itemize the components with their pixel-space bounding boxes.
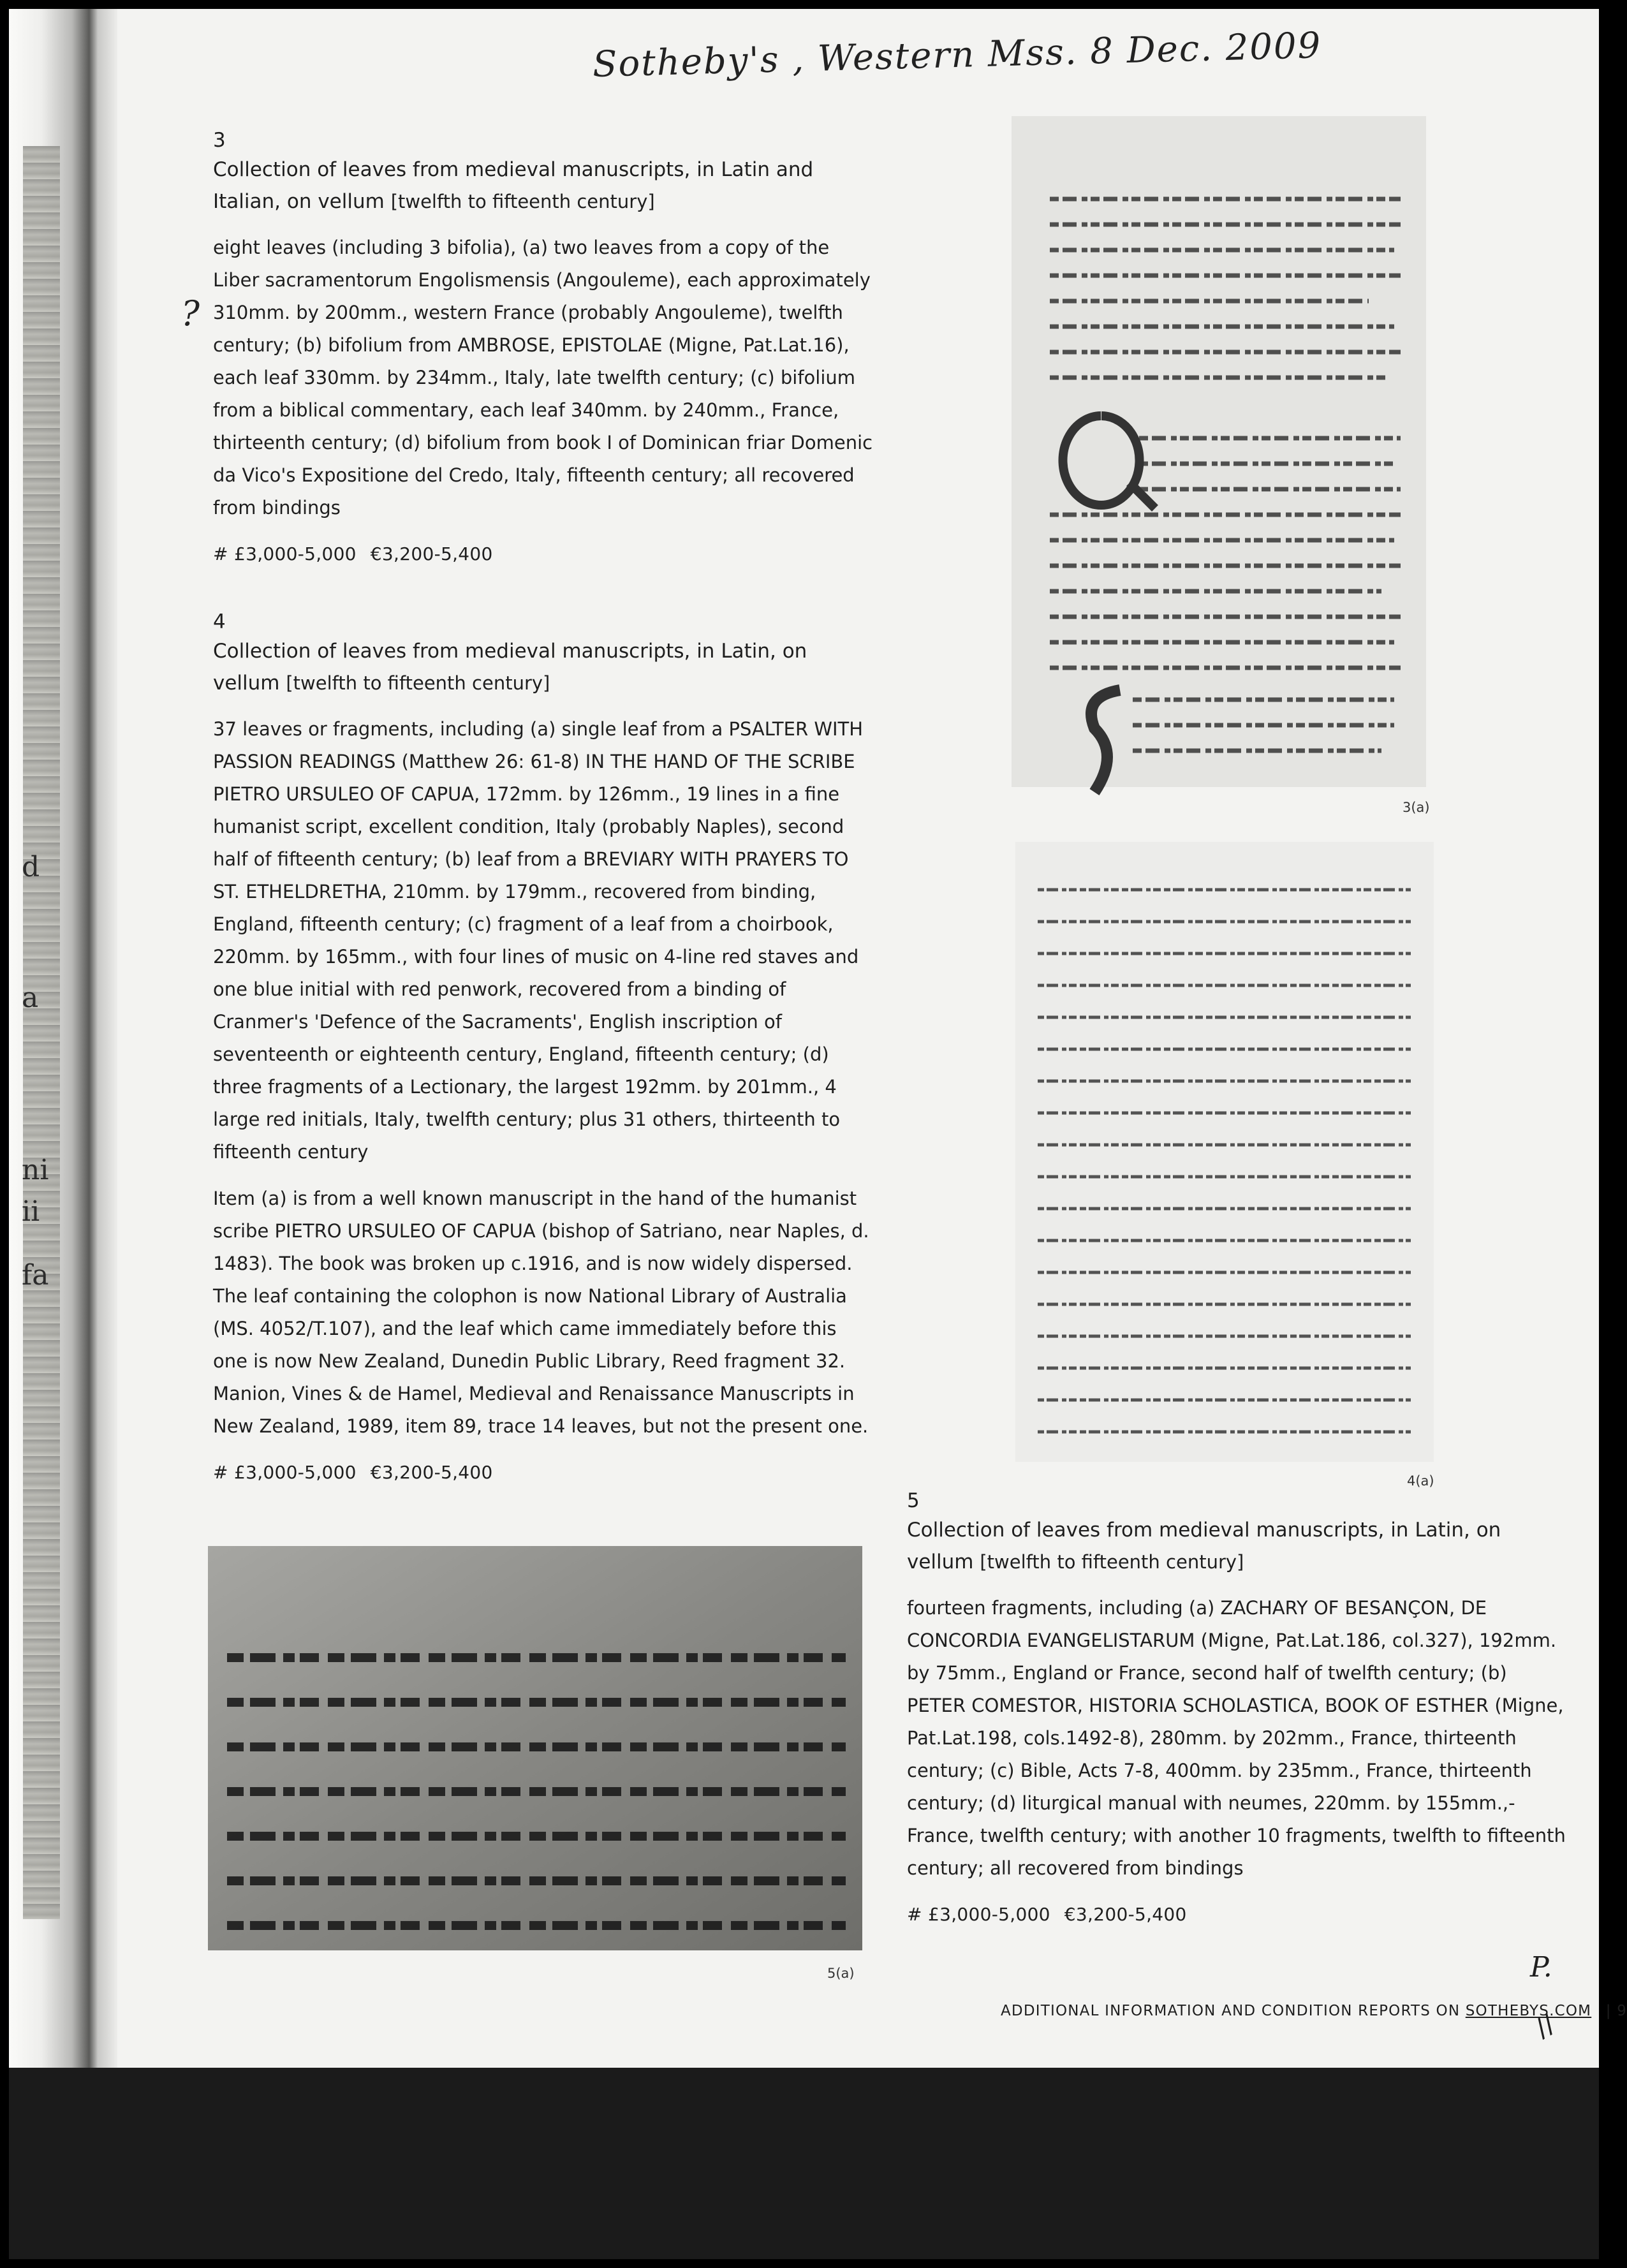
gutter-letter: d: [22, 851, 40, 883]
lot-date: [twelfth to fifteenth century]: [980, 1551, 1244, 1573]
estimate-gbp: # £3,000-5,000: [907, 1904, 1050, 1925]
handwritten-page-mark: P.: [1530, 1951, 1552, 1984]
lot-note: Item (a) is from a well known manuscript in the hand of the humanist scribe PIETRO URSULEO OF CAPUA (bishop of Satriano, near Naples, d. 1483). The book was broken up c.1916, and is now widely dispersed. The leaf containing the colophon is now National Library of Australia (MS. 4052/T.107), and the leaf which came immediately before this one is now New Zealand, Dunedin Public Library, Reed fragment 32. Manion, Vines & de Hamel, Medieval and Renaissance Manuscripts in New Zealand, 1989, item 89, trace 14 leaves, but not the present one.: [213, 1188, 869, 1437]
manuscript-image-3a: [1012, 116, 1426, 787]
lot-estimate: [213, 1462, 876, 1483]
lot-title: Collection of leaves from medieval manuscripts, in Latin, on vellum [twelfth to fifteenth century]: [213, 640, 807, 695]
footer-separator: |: [1605, 2003, 1612, 2019]
lot-description: 37 leaves or fragments, including (a) single leaf from a PSALTER WITH PASSION READINGS (Matthew 26: 61-8) IN THE HAND OF THE SCRIBE PIETRO URSULEO OF CAPUA, 172mm. by 126mm., 19 lines in a fine humanist script, excellent condition, Italy (probably Naples), second half of fifteenth century; (b) leaf from a BREVIARY WITH PRAYERS TO ST. ETHELDRETHA, 210mm. by 179mm., recovered from binding, England, fifteenth century; (c) fragment of a leaf from a choirbook, 220mm. by 165mm., with four lines of music on 4-line red staves and one blue initial with red penwork, recovered from a binding of Cranmer's 'Defence of the Sacraments', English inscription of seventeenth or eighteenth century, England, fifteenth century; (d) three fragments of a Lectionary, the largest 192mm. by 201mm., 4 large red initials, Italy, twelfth century; plus 31 others, thirteenth to fifteenth century: [213, 718, 864, 1163]
lot-number: 5: [907, 1489, 920, 1512]
lot-title: Collection of leaves from medieval manuscripts, in Latin, on vellum [twelfth to fifteenth century]: [907, 1519, 1501, 1573]
gutter-letter: ii: [22, 1195, 40, 1228]
image-caption: 3(a): [1402, 800, 1430, 815]
estimate-gbp: # £3,000-5,000: [213, 1462, 357, 1483]
lot-title: Collection of leaves from medieval manuscripts, in Latin and Italian, on vellum [twelfth to fifteenth century]: [213, 158, 814, 213]
lot-3: [213, 127, 876, 564]
image-caption: 5(a): [827, 1966, 855, 1981]
estimate-eur: €3,200-5,400: [370, 1462, 493, 1483]
estimate-eur: €3,200-5,400: [1064, 1904, 1187, 1925]
manuscript-image-5a: [208, 1546, 862, 1950]
manuscript-image-4a: [1015, 842, 1434, 1462]
lot-description: eight leaves (including 3 bifolia), (a) two leaves from a copy of the Liber sacramentorum Engolismensis (Angouleme), each approximately 310mm. by 200mm., western France (probably Angouleme), twelfth century; (b) bifolium from AMBROSE, EPISTOLAE (Migne, Pat.Lat.16), each leaf 330mm. by 234mm., Italy, late twelfth century; (c) bifolium from a biblical commentary, each leaf 340mm. by 240mm., France, thirteenth century; (d) bifolium from book I of Dominican friar Domenic da Vico's Expositione del Credo, Italy, fifteenth century; all recovered from bindings: [213, 237, 873, 519]
footer-text: ADDITIONAL INFORMATION AND CONDITION REPORTS ON: [1001, 2003, 1461, 2019]
lot-date: [twelfth to fifteenth century]: [390, 191, 655, 212]
handwritten-margin-mark: ?: [181, 293, 200, 334]
gutter-letter: a: [22, 982, 39, 1014]
estimate-gbp: # £3,000-5,000: [213, 543, 357, 564]
handwritten-header-note: Sotheby's , Western Mss. 8 Dec. 2009: [592, 25, 1322, 85]
estimate-eur: €3,200-5,400: [370, 543, 493, 564]
lot-estimate: [907, 1904, 1570, 1925]
book-gutter: [9, 9, 117, 2068]
scan-background-band: [9, 2068, 1599, 2259]
page-number: 9: [1617, 2003, 1627, 2019]
gutter-letter: ni: [22, 1154, 49, 1186]
catalogue-page: [9, 9, 1627, 2259]
lot-4: [213, 608, 876, 1483]
lot-estimate: [213, 543, 876, 564]
lot-5: [907, 1487, 1570, 1925]
gutter-letter: fa: [22, 1259, 49, 1292]
footer-website-link[interactable]: SOTHEBYS.COM: [1465, 2003, 1592, 2019]
lot-number: 3: [213, 129, 226, 152]
lot-description: fourteen fragments, including (a) ZACHARY OF BESANÇON, DE CONCORDIA EVANGELISTARUM (Migne, Pat.Lat.186, col.327), 192mm. by 75mm., England or France, second half of twelfth century; (b) PETER COMESTOR, HISTORIA SCHOLASTICA, BOOK OF ESTHER (Migne, Pat.Lat.198, cols.1492-8), 280mm. by 202mm., France, thirteenth century; (c) Bible, Acts 7-8, 400mm. by 235mm., France, thirteenth century; (d) liturgical manual with neumes, 220mm. by 155mm.,-France, twelfth century; with another 10 fragments, twelfth to fifteenth century; all recovered from bindings: [907, 1597, 1566, 1879]
gutter-adjacent-page: [23, 146, 60, 1919]
lot-number: 4: [213, 610, 226, 633]
image-caption: 4(a): [1407, 1473, 1434, 1489]
handwritten-strike-mark: //: [1530, 2009, 1560, 2043]
lot-date: [twelfth to fifteenth century]: [286, 672, 550, 694]
